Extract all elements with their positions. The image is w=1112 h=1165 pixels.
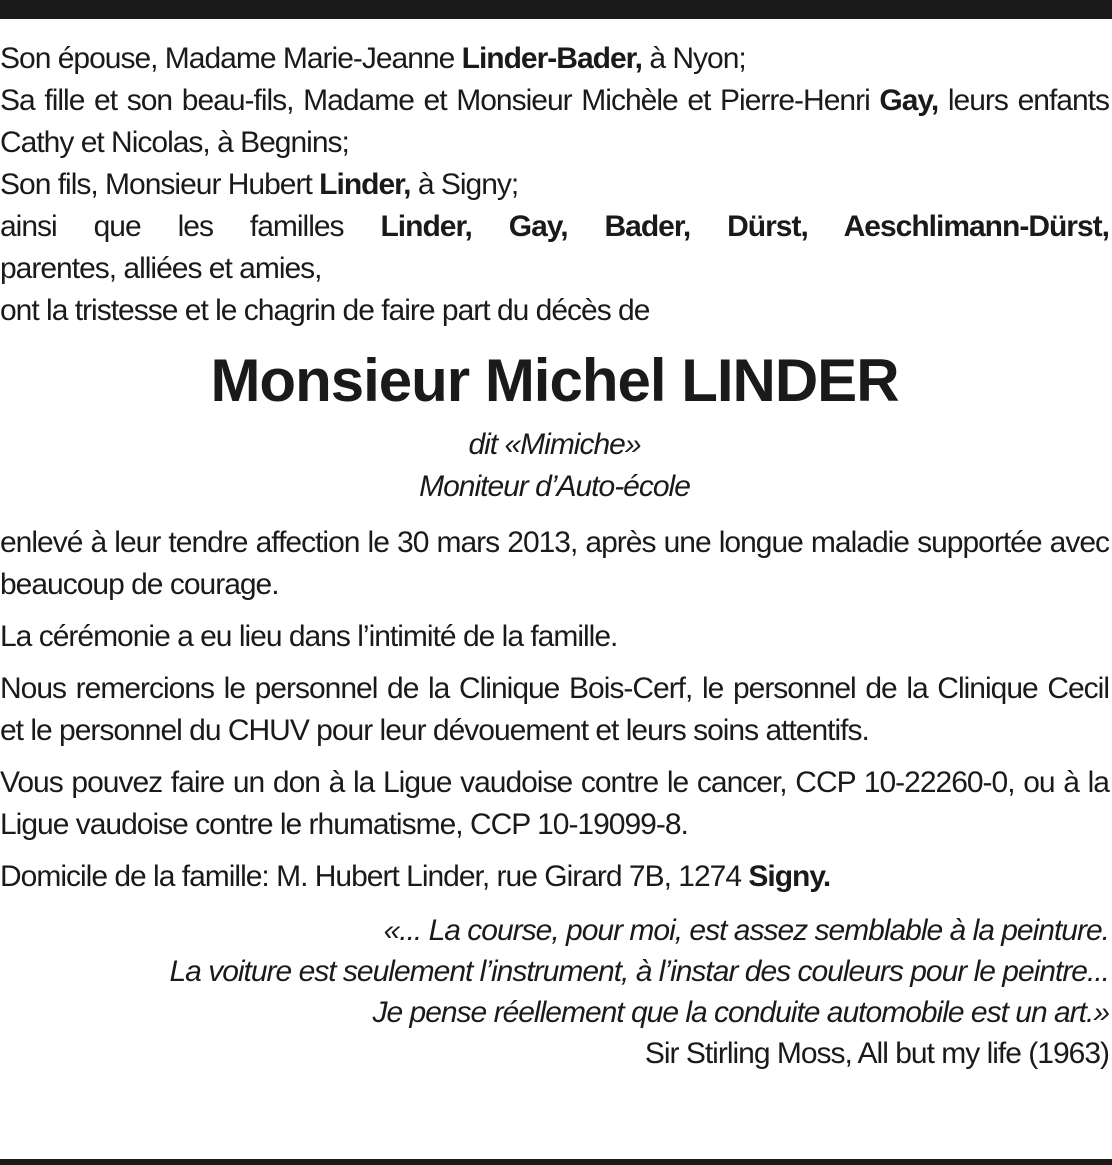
relatives-line: parentes, alliées et amies,	[0, 252, 322, 285]
quote-line-2: La voiture est seulement l’instrument, à l’instar des couleurs pour le peintre...	[169, 955, 1109, 988]
top-border-rule	[0, 0, 1112, 19]
address-town: Signy.	[748, 860, 831, 893]
quote-line-1: «... La course, pour moi, est assez semblable à la peinture.	[383, 914, 1109, 947]
family-address: Domicile de la famille: M. Hubert Linder, rue Girard 7B, 1274 Signy.	[0, 860, 831, 893]
quote-line-3: Je pense réellement que la conduite automobile est un art.»	[372, 996, 1109, 1029]
donation-paragraph: Vous pouvez faire un don à la Ligue vaudoise contre le cancer, CCP 10-22260-0, ou à la Ligue vaudoise contre le rhumatisme, CCP 10-19099-8.	[0, 766, 1109, 841]
son-surname: Linder,	[319, 168, 411, 201]
daughter-surname: Gay,	[879, 84, 939, 117]
passing-paragraph: enlevé à leur tendre affection le 30 mars 2013, après une longue maladie supportée avec beaucoup de courage.	[0, 526, 1109, 601]
deceased-nickname: dit «Mimiche»	[468, 428, 641, 461]
bottom-border-rule	[0, 1159, 1112, 1165]
spouse-line: Son épouse, Madame Marie-Jeanne Linder-Bader, à Nyon;	[0, 42, 746, 75]
notice-content	[0, 38, 1109, 1074]
son-line: Son fils, Monsieur Hubert Linder, à Signy;	[0, 168, 519, 201]
deceased-name: Monsieur Michel LINDER	[210, 347, 899, 414]
family-names: Linder, Gay, Bader, Dürst, Aeschlimann-Dürst,	[380, 210, 1109, 243]
families-line: ainsi que les familles Linder, Gay, Bader, Dürst, Aeschlimann-Dürst,	[0, 210, 1109, 243]
daughter-line: Sa fille et son beau-fils, Madame et Monsieur Michèle et Pierre-Henri Gay, leurs enfants Cathy et Nicolas, à Begnins;	[0, 84, 1109, 159]
family-announcement	[0, 38, 1109, 332]
announcement-line: ont la tristesse et le chagrin de faire part du décès de	[0, 294, 650, 327]
thanks-paragraph: Nous remercions le personnel de la Clinique Bois-Cerf, le personnel de la Clinique Cecil et le personnel du CHUV pour leur dévouement et leurs soins attentifs.	[0, 672, 1109, 747]
deceased-profession: Moniteur d’Auto-école	[419, 470, 690, 503]
quotation	[0, 910, 1109, 1033]
quote-citation: Sir Stirling Moss, All but my life (1963)	[644, 1037, 1109, 1070]
ceremony-paragraph: La cérémonie a eu lieu dans l’intimité de la famille.	[0, 620, 618, 653]
spouse-surname: Linder-Bader,	[461, 42, 642, 75]
